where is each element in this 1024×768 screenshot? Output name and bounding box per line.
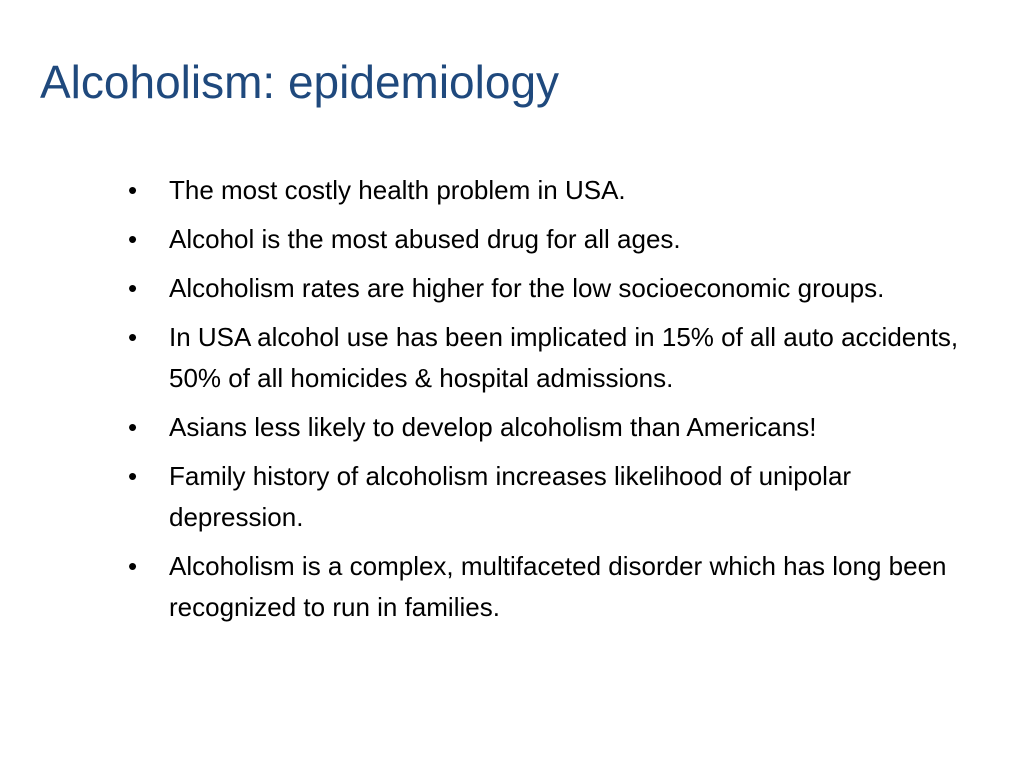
bullet-item: [128, 407, 968, 448]
bullet-icon: •: [128, 175, 138, 205]
bullet-item: [128, 219, 968, 260]
bullet-item: [128, 546, 968, 628]
bullet-icon: •: [128, 273, 138, 303]
bullet-text: Alcoholism is a complex, multifaceted disorder which has long been recognized to run in families.: [169, 551, 947, 622]
bullet-icon: •: [128, 224, 138, 254]
bullet-text: Asians less likely to develop alcoholism than Americans!: [169, 412, 817, 442]
bullet-item: [128, 317, 968, 399]
bullet-text: Alcoholism rates are higher for the low socioeconomic groups.: [169, 273, 885, 303]
bullet-text: In USA alcohol use has been implicated in 15% of all auto accidents, 50% of all homicides & hospital admissions.: [169, 322, 959, 393]
bullet-item: [128, 268, 968, 309]
bullet-text: The most costly health problem in USA.: [169, 175, 626, 205]
bullet-icon: •: [128, 461, 138, 491]
bullet-text: Family history of alcoholism increases likelihood of unipolar depression.: [169, 461, 852, 532]
bullet-list: [128, 170, 968, 636]
bullet-icon: •: [128, 322, 138, 352]
bullet-item: [128, 170, 968, 211]
bullet-icon: •: [128, 412, 138, 442]
bullet-icon: •: [128, 551, 138, 581]
bullet-text: Alcohol is the most abused drug for all ages.: [169, 224, 681, 254]
bullet-item: [128, 456, 968, 538]
slide-title: Alcoholism: epidemiology: [40, 56, 560, 108]
